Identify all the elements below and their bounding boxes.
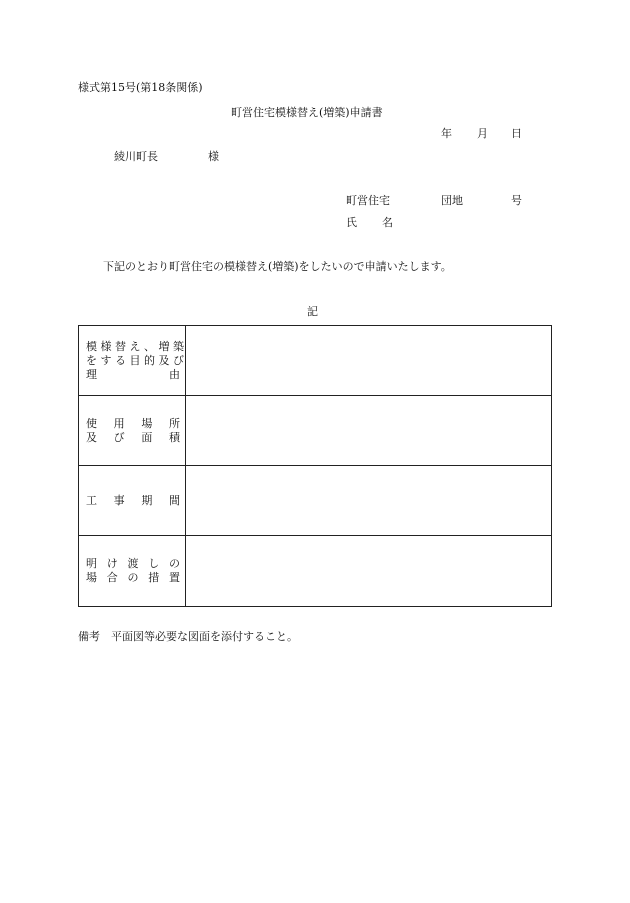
- location-label: [86, 417, 180, 445]
- vacate-label-line1: 明 け 渡 し の: [86, 557, 180, 570]
- purpose-label-line3: 理 由: [86, 368, 180, 381]
- housing-label: 町営住宅: [346, 194, 390, 207]
- addressee-honorific: 様: [208, 150, 219, 163]
- application-table: [78, 325, 552, 607]
- date-day-label: 日: [511, 127, 522, 140]
- purpose-label-line2: を す る 目 的 及 び: [86, 354, 184, 367]
- vacate-label-line2: 場 合 の 措 置: [86, 571, 180, 584]
- period-label-cell: [79, 466, 186, 535]
- name-label-surname: 氏: [346, 216, 357, 229]
- location-label-line2: 及 び 面 積: [86, 431, 180, 444]
- location-label-cell: [79, 396, 186, 465]
- purpose-label-line1: 模 様 替 え 、 増 築: [86, 340, 184, 353]
- table-row-purpose: [79, 326, 551, 396]
- vacate-label-cell: [79, 536, 186, 606]
- table-row-vacate: [79, 536, 551, 606]
- table-row-period: [79, 466, 551, 536]
- table-row-location: [79, 396, 551, 466]
- period-label: [86, 494, 180, 508]
- date-month-label: 月: [477, 127, 488, 140]
- vacate-label: [86, 557, 180, 585]
- date-year-label: 年: [441, 127, 452, 140]
- vacate-value-cell[interactable]: [186, 536, 551, 606]
- period-value-cell[interactable]: [186, 466, 551, 535]
- location-value-cell[interactable]: [186, 396, 551, 465]
- location-label-line1: 使 用 場 所: [86, 417, 180, 430]
- ki-heading: 記: [307, 305, 318, 318]
- addressee-name: 綾川町長: [114, 150, 158, 163]
- name-label-given: 名: [382, 216, 393, 229]
- complex-label: 団地: [441, 194, 463, 207]
- intro-text: 下記のとおり町営住宅の模様替え(増築)をしたいので申請いたします。: [103, 260, 452, 273]
- unit-number-label: 号: [511, 194, 522, 207]
- purpose-label-cell: [79, 326, 186, 395]
- purpose-value-cell[interactable]: [186, 326, 551, 395]
- purpose-label: [86, 340, 184, 382]
- remarks-note: 備考 平面図等必要な図面を添付すること。: [78, 630, 298, 643]
- form-number: 様式第15号(第18条関係): [78, 81, 203, 94]
- period-label-line1: 工 事 期 間: [86, 494, 180, 507]
- page-title: 町営住宅模様替え(増築)申請書: [231, 106, 383, 119]
